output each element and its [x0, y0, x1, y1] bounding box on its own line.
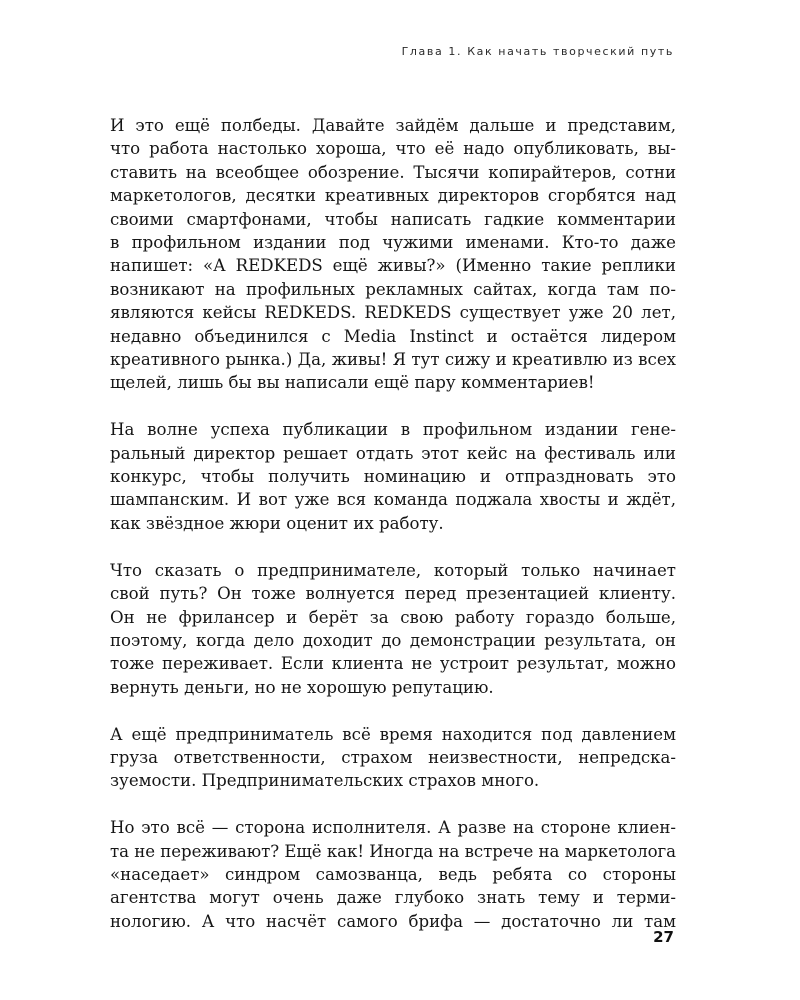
text-line: агентства могут очень даже глубоко знать тему и терми-: [110, 888, 676, 908]
text-line: На волне успеха публикации в профильном издании гене-: [110, 420, 676, 440]
text-line: зуемости. Предпринимательских страхов много.: [110, 771, 540, 791]
page-number: 27: [653, 928, 674, 946]
text-line: ставить на всеобщее обозрение. Тысячи копирайтеров, сотни: [110, 162, 676, 182]
text-line: конкурс, чтобы получить номинацию и отпраздновать это: [110, 467, 676, 487]
paragraph-1: [110, 114, 676, 395]
text-line: поэтому, когда дело доходит до демонстрации результата, он: [110, 630, 676, 650]
running-header: Глава 1. Как начать творческий путь: [401, 45, 674, 58]
text-line: Что сказать о предпринимателе, который только начинает: [110, 560, 676, 580]
text-line: щелей, лишь бы вы написали ещё пару комментариев!: [110, 373, 595, 393]
text-line: что работа настолько хороша, что её надо опубликовать, вы-: [110, 139, 676, 159]
text-line: Он не фрилансер и берёт за свою работу гораздо больше,: [110, 607, 676, 627]
text-line: груза ответственности, страхом неизвестности, непредска-: [110, 747, 676, 767]
text-line: в профильном издании под чужими именами. Кто-то даже: [110, 233, 676, 253]
text-line: своими смартфонами, чтобы написать гадкие комментарии: [110, 209, 676, 229]
text-line: напишет: «А REDKEDS ещё живы?» (Именно такие реплики: [110, 256, 676, 276]
paragraph-2: [110, 418, 676, 535]
text-line: креативного рынка.) Да, живы! Я тут сижу и креативлю из всех: [110, 350, 676, 370]
text-line: А ещё предприниматель всё время находится под давлением: [110, 724, 676, 744]
text-line: недавно объединился с Media Instinct и остаётся лидером: [110, 326, 676, 346]
body-text: [110, 114, 676, 957]
text-line: шампанским. И вот уже вся команда поджала хвосты и ждёт,: [110, 490, 676, 510]
paragraph-4: [110, 723, 676, 793]
text-line: свой путь? Он тоже волнуется перед презентацией клиенту.: [110, 584, 676, 604]
text-line: как звёздное жюри оценит их работу.: [110, 513, 444, 533]
text-line: та не переживают? Ещё как! Иногда на встрече на маркетолога: [110, 841, 676, 861]
text-line: И это ещё полбеды. Давайте зайдём дальше и представим,: [110, 116, 676, 135]
text-line: маркетологов, десятки креативных директоров сгорбятся над: [110, 186, 676, 206]
text-line: ральный директор решает отдать этот кейс на фестиваль или: [110, 443, 676, 463]
text-line: вернуть деньги, но не хорошую репутацию.: [110, 677, 494, 697]
text-line: нологию. А что насчёт самого брифа — достаточно ли там: [110, 911, 676, 931]
paragraph-5: [110, 816, 676, 933]
text-line: «наседает» синдром самозванца, ведь ребята со стороны: [110, 864, 676, 884]
text-line: возникают на профильных рекламных сайтах, когда там по-: [110, 279, 676, 299]
text-line: тоже переживает. Если клиента не устроит результат, можно: [110, 654, 676, 674]
text-line: являются кейсы REDKEDS. REDKEDS существует уже 20 лет,: [110, 303, 676, 323]
text-line: Но это всё — сторона исполнителя. А разве на стороне клиен-: [110, 818, 676, 838]
paragraph-3: [110, 559, 676, 699]
